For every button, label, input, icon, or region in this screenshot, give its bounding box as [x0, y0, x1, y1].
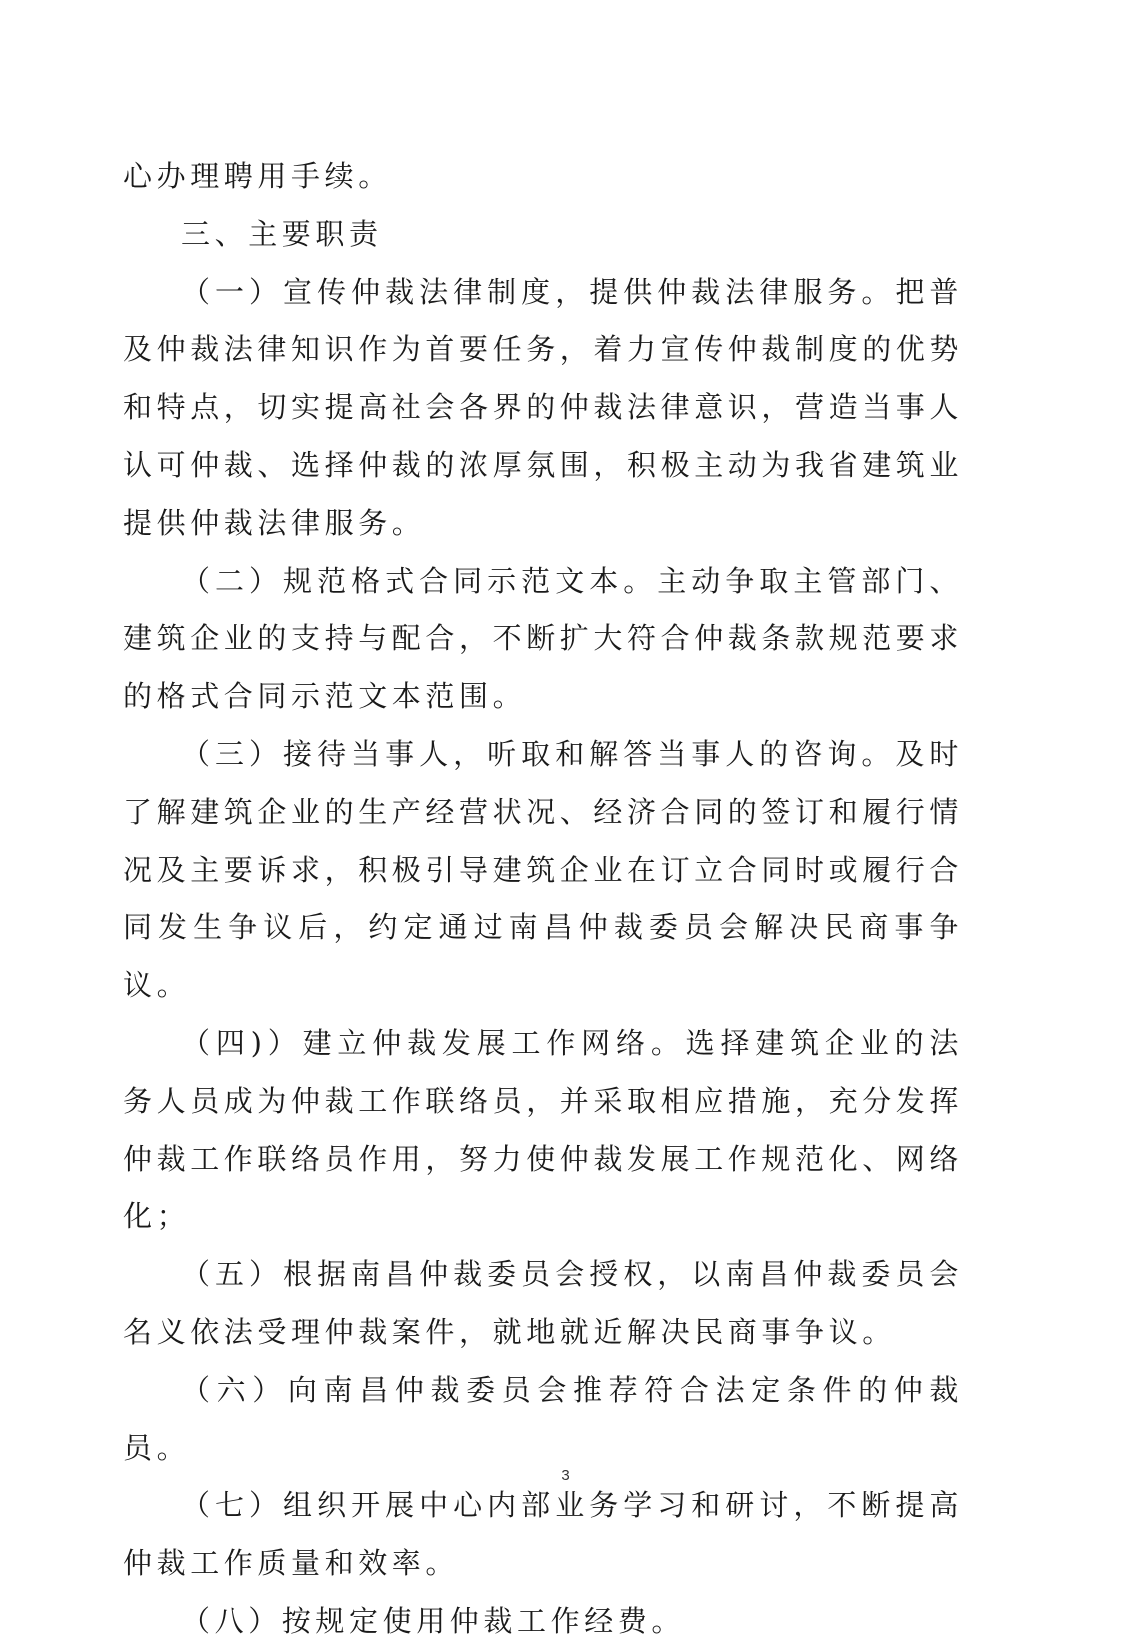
paragraph-item-6: （六）向南昌仲裁委员会推荐符合法定条件的仲裁员。 [123, 1372, 963, 1465]
paragraph-item-8: （八）按规定使用仲裁工作经费。 [181, 1603, 686, 1638]
paragraph-item-4: （四)）建立仲裁发展工作网络。选择建筑企业的法务人员成为仲裁工作联络员，并采取相应措施，充分发挥仲裁工作联络员作用，努力使仲裁发展工作规范化、网络化； [123, 1025, 964, 1234]
paragraph-item-3: （三）接待当事人，听取和解答当事人的咨询。及时了解建筑企业的生产经营状况、经济合同的签订和履行情况及主要诉求，积极引导建筑企业在订立合同时或履行合同发生争议后，约定通过南昌仲裁委员会解决民商事争议。 [123, 736, 964, 1003]
page-number: 3 [561, 1467, 570, 1484]
section-heading: 三、主要职责 [181, 216, 383, 251]
paragraph-item-1: （一）宣传仲裁法律制度，提供仲裁法律服务。把普及仲裁法律知识作为首要任务，着力宣传仲裁制度的优势和特点，切实提高社会各界的仲裁法律意识，营造当事人认可仲裁、选择仲裁的浓厚氛围，积极主动为我省建筑业提供仲裁法律服务。 [123, 274, 964, 540]
paragraph-continuation: 心办理聘用手续。 [123, 159, 392, 193]
paragraph-item-2: （二）规范格式合同示范文本。主动争取主管部门、建筑企业的支持与配合，不断扩大符合仲裁条款规范要求的格式合同示范文本范围。 [123, 563, 964, 714]
document-body [123, 148, 963, 1651]
paragraph-item-7: （七）组织开展中心内部业务学习和研讨，不断提高仲裁工作质量和效率。 [123, 1488, 963, 1581]
paragraph-item-5: （五）根据南昌仲裁委员会授权，以南昌仲裁委员会名义依法受理仲裁案件，就地就近解决民商事争议。 [123, 1257, 963, 1349]
